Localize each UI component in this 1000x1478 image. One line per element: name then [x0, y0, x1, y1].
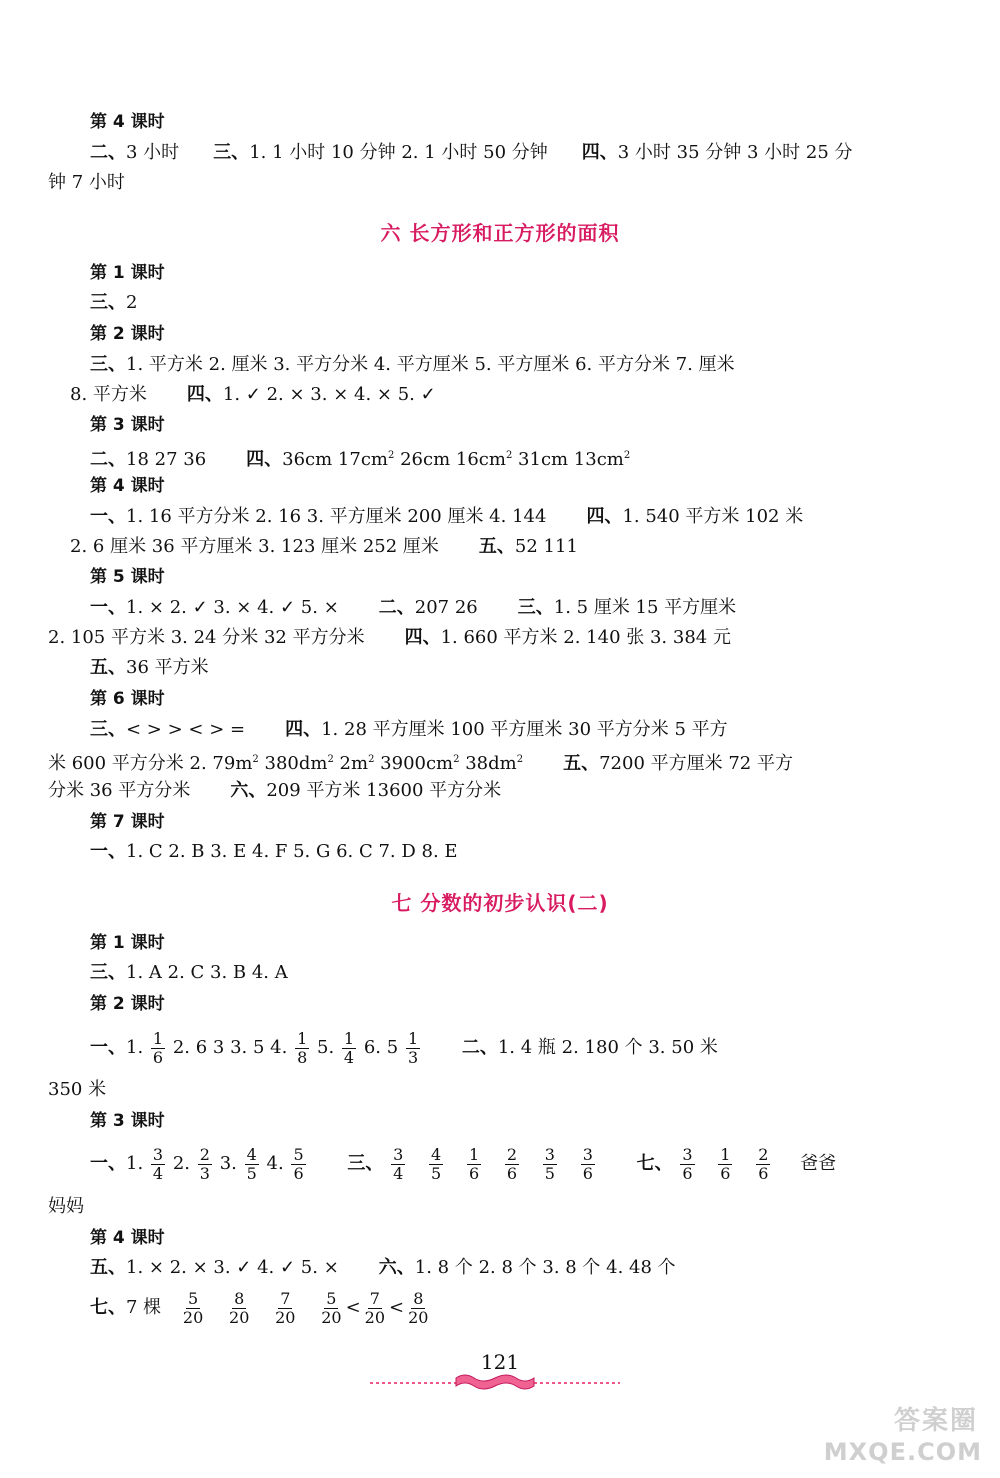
answer-text: 1. × 2. × 3. ✓ 4. ✓ 5. ×	[126, 1257, 339, 1278]
numerator: 3	[393, 1144, 404, 1164]
item-label: 四、	[404, 627, 441, 648]
answer-line	[90, 291, 1000, 315]
denominator: 6	[758, 1163, 769, 1183]
fraction	[406, 1030, 420, 1067]
item-label: 五、	[90, 657, 126, 678]
item-label: 七、	[90, 1297, 126, 1318]
answer-line	[48, 748, 1000, 776]
item-label: 一、	[90, 1037, 126, 1058]
answer-text: 米 600 平方分米 2. 79m	[48, 753, 253, 774]
answer-text: 209 平方米 13600 平方分米	[266, 780, 502, 801]
denominator: 4	[343, 1047, 355, 1067]
numerator: 2	[506, 1144, 518, 1164]
numerator: 1	[343, 1028, 355, 1048]
answer-text: 1. 平方米 2. 厘米 3. 平方分米 4. 平方厘米 5. 平方厘米 6. 平方分米 7. 厘米	[126, 354, 735, 375]
numerator: 5	[326, 1288, 337, 1308]
denominator: 5	[431, 1163, 442, 1183]
superscript: 2	[327, 754, 334, 765]
numerator: 4	[246, 1144, 257, 1164]
numerator: 3	[152, 1144, 164, 1164]
item-label: 一、	[90, 841, 126, 862]
superscript: 2	[388, 450, 395, 461]
fraction	[406, 1290, 430, 1327]
less-than: <	[389, 1297, 405, 1318]
denominator: 20	[229, 1307, 250, 1327]
page-ornament	[370, 1372, 620, 1394]
denominator: 3	[199, 1163, 210, 1183]
answer-line	[90, 1286, 1000, 1330]
answer-text: < > > < > =	[126, 719, 246, 740]
item-label: 四、	[186, 384, 223, 405]
item-label: 三、	[90, 292, 126, 313]
lesson-heading: 第 2 课时	[90, 994, 165, 1014]
item-label: 一、	[90, 506, 126, 527]
numerator: 2	[199, 1144, 210, 1164]
numerator: 4	[431, 1144, 442, 1164]
lesson-heading: 第 1 课时	[90, 263, 165, 283]
numerator: 3	[582, 1144, 593, 1164]
fraction	[581, 1146, 595, 1183]
answer-text: 1. × 2. ✓ 3. × 4. ✓ 5. ×	[126, 597, 339, 618]
numerator: 8	[413, 1288, 424, 1308]
ornament-wave	[456, 1375, 534, 1389]
lesson-heading: 第 4 课时	[90, 1228, 165, 1248]
item-label: 六、	[230, 780, 267, 801]
fraction	[680, 1146, 694, 1183]
numerator: 1	[407, 1028, 419, 1048]
answer-line: 钟 7 小时	[48, 172, 125, 193]
denominator: 20	[364, 1307, 386, 1327]
item-label: 四、	[246, 449, 283, 470]
denominator: 20	[408, 1307, 429, 1327]
item-label: 五、	[90, 1257, 126, 1278]
answer-text: 2	[126, 292, 138, 313]
item-label: 三、	[517, 597, 554, 618]
fraction	[151, 1030, 165, 1067]
lesson-heading: 第 6 课时	[90, 689, 165, 709]
item-label: 二、	[461, 1037, 498, 1058]
numerator: 5	[188, 1288, 199, 1308]
answer-line	[90, 1142, 1000, 1186]
denominator: 20	[182, 1307, 204, 1327]
answer-text: 2. 6 厘米 36 平方厘米 3. 123 厘米 252 厘米	[70, 536, 439, 557]
item-label: 一、	[90, 1153, 126, 1174]
fraction	[467, 1146, 481, 1183]
item-label: 六、	[378, 1257, 415, 1278]
denominator: 3	[407, 1047, 419, 1067]
denominator: 5	[246, 1163, 257, 1183]
lesson-heading: 第 3 课时	[90, 1111, 165, 1131]
numerator: 1	[468, 1144, 480, 1164]
answer-line	[90, 444, 1000, 472]
fraction	[227, 1290, 251, 1327]
watermark-logo: 答案圈	[893, 1406, 978, 1436]
answer-line	[90, 840, 1000, 864]
fraction	[198, 1146, 212, 1183]
answer-line: 妈妈	[48, 1196, 84, 1217]
fraction	[363, 1290, 387, 1327]
answer-text: 2. 6 3 3. 5 4.	[172, 1037, 288, 1058]
item-label: 四、	[586, 506, 623, 527]
answer-line	[90, 353, 1000, 377]
answer-line	[90, 505, 1000, 529]
answer-line	[90, 961, 1000, 985]
lesson-heading: 第 4 课时	[90, 476, 165, 496]
fraction	[319, 1290, 343, 1327]
answer-text: 1. 16 平方分米 2. 16 3. 平方厘米 200 厘米 4. 144	[126, 506, 547, 527]
answer-text: 36cm 17cm	[282, 449, 388, 470]
answer-text: 1. 8 个 2. 8 个 3. 8 个 4. 48 个	[414, 1257, 676, 1278]
answer-line: 350 米	[48, 1079, 107, 1100]
denominator: 6	[152, 1047, 164, 1067]
answer-text: 26cm 16cm	[394, 449, 506, 470]
fraction	[245, 1146, 259, 1183]
item-label: 四、	[285, 719, 322, 740]
item-label: 三、	[90, 354, 126, 375]
section-title: 六 长方形和正方形的面积	[380, 221, 620, 245]
section-title: 七 分数的初步认识(二)	[391, 891, 609, 915]
superscript: 2	[453, 754, 460, 765]
denominator: 5	[544, 1163, 555, 1183]
fraction	[291, 1146, 305, 1183]
numerator: 2	[758, 1144, 769, 1164]
answer-text: 6. 5	[363, 1037, 399, 1058]
answer-text: 3 小时	[126, 142, 180, 163]
answer-text: 3900cm	[374, 753, 454, 774]
answer-text: 2.	[172, 1153, 191, 1174]
answer-text: 7200 平方厘米 72 平方	[599, 753, 793, 774]
answer-text: 7 棵	[126, 1297, 162, 1318]
answer-text: 8. 平方米	[70, 384, 147, 405]
answer-text: 1. 28 平方厘米 100 平方厘米 30 平方分米 5 平方	[321, 719, 728, 740]
page-number: 121	[480, 1350, 520, 1374]
answer-text: 3.	[219, 1153, 237, 1174]
less-than: <	[345, 1297, 361, 1318]
fraction	[151, 1146, 165, 1183]
numerator: 1	[152, 1028, 164, 1048]
answer-text: 1. 4 瓶 2. 180 个 3. 50 米	[497, 1037, 718, 1058]
answer-text: 2m	[333, 753, 369, 774]
fraction	[295, 1030, 309, 1067]
answer-line	[70, 535, 1000, 559]
fraction	[391, 1146, 405, 1183]
item-label: 四、	[581, 142, 618, 163]
superscript: 2	[368, 754, 375, 765]
superscript: 2	[505, 450, 513, 461]
answer-text: 分米 36 平方分米	[48, 780, 191, 801]
answer-text: 1.	[126, 1037, 144, 1058]
denominator: 4	[152, 1163, 164, 1183]
superscript: 2	[516, 754, 524, 765]
denominator: 6	[468, 1163, 480, 1183]
answer-text: 36 平方米	[126, 657, 209, 678]
item-label: 二、	[90, 449, 126, 470]
fraction	[273, 1290, 297, 1327]
item-label: 二、	[90, 142, 126, 163]
fraction	[429, 1146, 443, 1183]
lesson-heading: 第 4 课时	[90, 112, 165, 132]
fraction	[756, 1146, 770, 1183]
answer-text: 1. 1 小时 10 分钟 2. 1 小时 50 分钟	[249, 142, 548, 163]
answer-line	[48, 779, 1000, 803]
item-label: 三、	[90, 962, 126, 983]
numerator: 3	[682, 1144, 693, 1164]
lesson-heading: 第 1 课时	[90, 933, 165, 953]
numerator: 1	[297, 1028, 308, 1048]
answer-text: 3 小时 35 分钟 3 小时 25 分	[617, 142, 853, 163]
lesson-heading: 第 2 课时	[90, 324, 165, 344]
answer-text: 1. 660 平方米 2. 140 张 3. 384 元	[440, 627, 731, 648]
answer-text: 1. A 2. C 3. B 4. A	[126, 962, 288, 983]
item-label: 一、	[90, 597, 126, 618]
denominator: 8	[297, 1047, 308, 1067]
item-label: 三、	[347, 1153, 384, 1174]
item-label: 五、	[478, 536, 515, 557]
item-label: 七、	[636, 1153, 673, 1174]
watermark-url: MXQE.COM	[823, 1438, 982, 1466]
answer-line	[90, 656, 1000, 680]
answer-text: 31cm 13cm	[512, 449, 624, 470]
denominator: 20	[275, 1307, 296, 1327]
item-label: 五、	[563, 753, 600, 774]
denominator: 6	[720, 1163, 731, 1183]
numerator: 8	[234, 1288, 245, 1308]
fraction	[181, 1290, 205, 1327]
denominator: 6	[582, 1163, 593, 1183]
fraction	[505, 1146, 519, 1183]
denominator: 20	[321, 1307, 342, 1327]
item-label: 三、	[90, 719, 126, 740]
answer-line	[90, 596, 1000, 620]
answer-line	[90, 1256, 1000, 1280]
answer-text: 52 111	[514, 536, 578, 557]
answer-line	[90, 1026, 1000, 1070]
answer-line	[70, 383, 1000, 407]
denominator: 6	[682, 1163, 693, 1183]
numerator: 1	[720, 1144, 731, 1164]
lesson-heading: 第 3 课时	[90, 415, 165, 435]
fraction	[543, 1146, 557, 1183]
numerator: 7	[280, 1288, 291, 1308]
lesson-heading: 第 7 课时	[90, 812, 165, 832]
answer-line	[90, 718, 1000, 742]
answer-text: 爸爸	[800, 1153, 837, 1174]
answer-text: 38dm	[459, 753, 517, 774]
denominator: 6	[506, 1163, 518, 1183]
answer-text: 2. 105 平方米 3. 24 分米 32 平方分米	[48, 627, 365, 648]
answer-text: 18 27 36	[126, 449, 207, 470]
answer-text: 5.	[317, 1037, 335, 1058]
answer-text: 1. 5 厘米 15 平方厘米	[553, 597, 737, 618]
answer-text: 1. C 2. B 3. E 4. F 5. G 6. C 7. D 8. E	[126, 841, 458, 862]
answer-text: 1. ✓ 2. × 3. × 4. × 5. ✓	[222, 384, 436, 405]
answer-text: 4.	[266, 1153, 284, 1174]
fraction	[718, 1146, 732, 1183]
answer-line	[48, 626, 1000, 650]
numerator: 7	[369, 1288, 380, 1308]
superscript: 2	[623, 450, 631, 461]
fraction	[342, 1030, 356, 1067]
answer-text: 380dm	[258, 753, 328, 774]
answer-text: 207 26	[414, 597, 478, 618]
numerator: 5	[293, 1144, 304, 1164]
denominator: 6	[293, 1163, 304, 1183]
answer-text: 1. 540 平方米 102 米	[622, 506, 804, 527]
superscript: 2	[252, 754, 259, 765]
denominator: 4	[393, 1163, 404, 1183]
answer-text: 1.	[126, 1153, 144, 1174]
numerator: 3	[544, 1144, 555, 1164]
answer-line	[90, 141, 1000, 165]
item-label: 三、	[213, 142, 250, 163]
item-label: 二、	[378, 597, 415, 618]
lesson-heading: 第 5 课时	[90, 567, 165, 587]
